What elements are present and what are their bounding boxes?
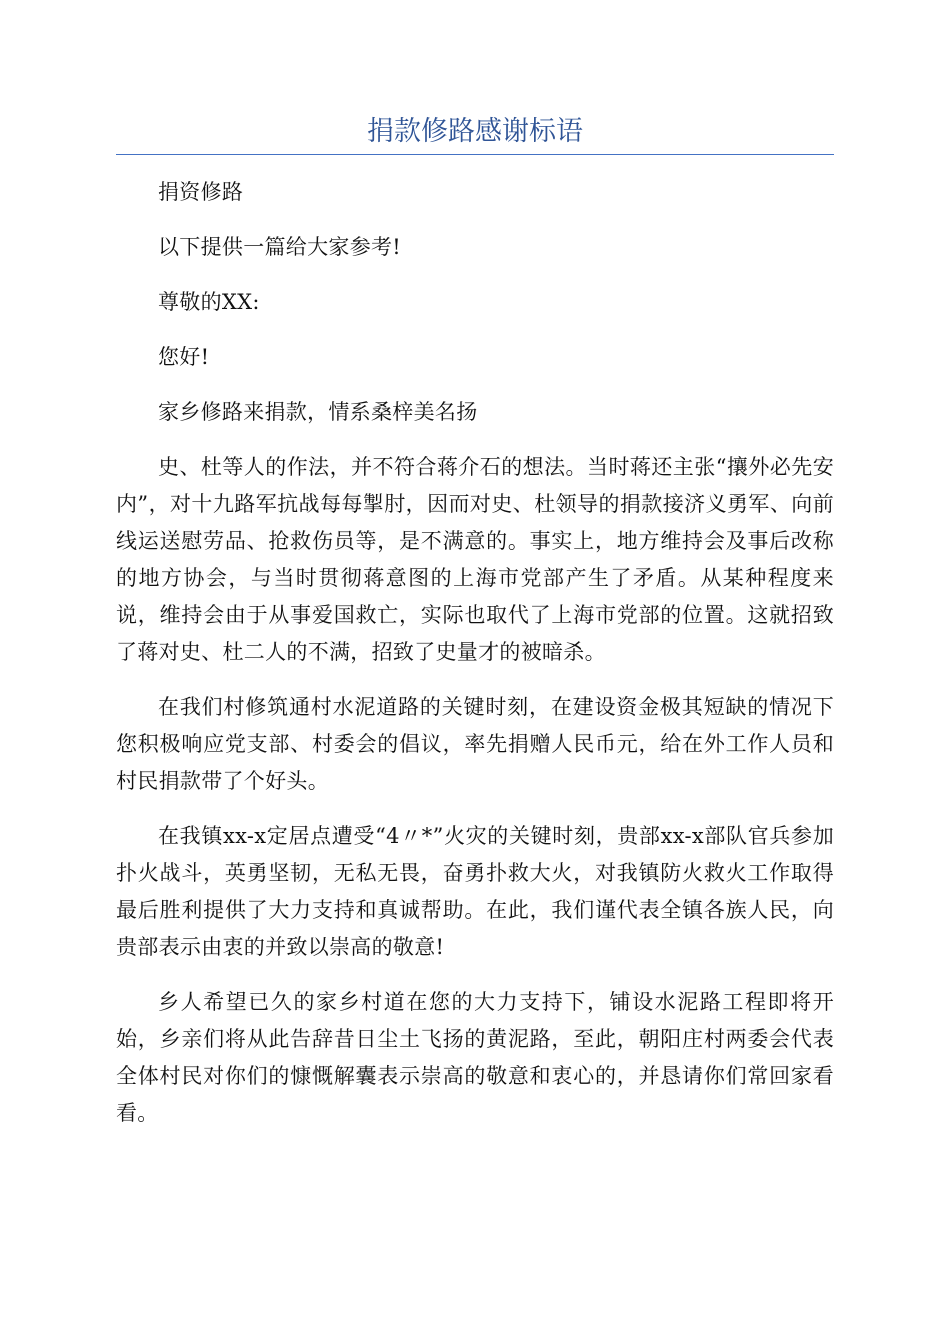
document-body: [116, 174, 834, 1150]
paragraph-body: 史、杜等人的作法，并不符合蒋介石的想法。当时蒋还主张“攘外必先安内”，对十九路军抗战每每掣肘，因而对史、杜领导的捐款接济义勇军、向前线运送慰劳品、抢救伤员等，是不满意的。事实上，地方维持会及事后改称的地方协会，与当时贯彻蒋意图的上海市党部产生了矛盾。从某种程度来说，维持会由于从事爱国救亡，实际也取代了上海市党部的位置。这就招致了蒋对史、杜二人的不满，招致了史量才的被暗杀。: [116, 455, 834, 664]
paragraph-body: 在我镇xx-x定居点遭受“4〃*”火灾的关键时刻，贵部xx-x部队官兵参加扑火战斗，英勇坚韧，无私无畏，奋勇扑救大火，对我镇防火救火工作取得最后胜利提供了大力支持和真诚帮助。在此，我们谨代表全镇各族人民，向贵部表示由衷的并致以崇高的敬意!: [116, 824, 834, 959]
paragraph-intro: 以下提供一篇给大家参考!: [158, 235, 402, 259]
document-title: 捐款修路感谢标语: [367, 116, 583, 147]
paragraph-body: 乡人希望已久的家乡村道在您的大力支持下，铺设水泥路工程即将开始，乡亲们将从此告辞昔日尘土飞扬的黄泥路，至此，朝阳庄村两委会代表全体村民对你们的慷慨解囊表示崇高的敬意和衷心的，并恳请你们常回家看看。: [116, 990, 834, 1125]
paragraph-greeting: 您好!: [158, 345, 210, 369]
paragraph-body: 在我们村修筑通村水泥道路的关键时刻，在建设资金极其短缺的情况下您积极响应党支部、村委会的倡议，率先捐赠人民币元，给在外工作人员和村民捐款带了个好头。: [116, 695, 834, 793]
title-underline: [116, 154, 834, 155]
paragraph-salutation: 尊敬的XX:: [158, 290, 260, 314]
paragraph-slogan: 家乡修路来捐款，情系桑梓美名扬: [158, 400, 478, 424]
paragraph-heading: 捐资修路: [158, 180, 244, 204]
